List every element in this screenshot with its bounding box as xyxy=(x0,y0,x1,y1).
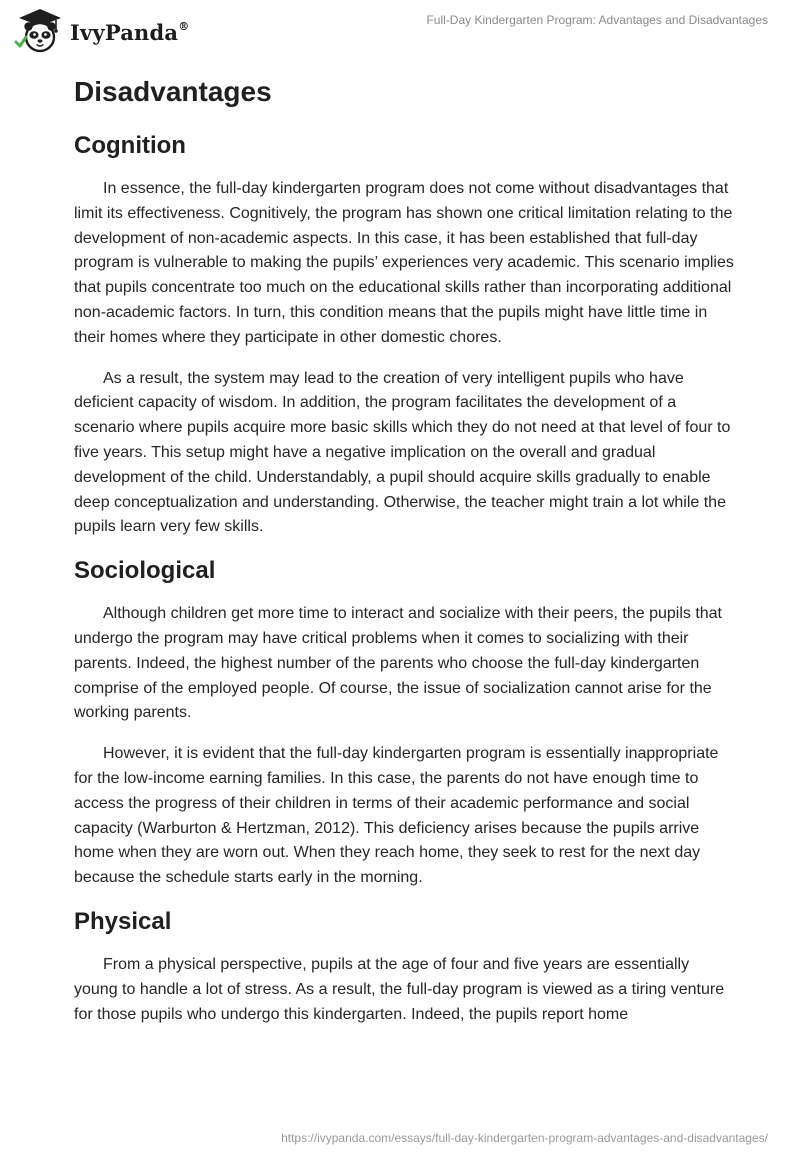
section-heading-physical: Physical xyxy=(74,907,172,935)
paragraph: Although children get more time to interact and socialize with their peers, the pupils that undergo the program may have critical problems when it comes to socializing with their parents. Indeed, the highest number of the parents who choose the full-day kindergarten comprise of the employed people. Of course, the issue of socialization cannot arise for the working parents. xyxy=(74,605,722,722)
document-title: Full-Day Kindergarten Program: Advantages and Disadvantages xyxy=(426,13,768,27)
paragraph: From a physical perspective, pupils at the age of four and five years are essentially young to handle a lot of stress. As a result, the full-day program is viewed as a tiring venture for those pupils who undergo this kindergarten. Indeed, the pupils report home xyxy=(74,955,725,1023)
paragraph: As a result, the system may lead to the creation of very intelligent pupils who have deficient capacity of wisdom. In addition, the program facilitates the development of a scenario where pupils acquire more basic skills which they do not need at that level of four to five years. This setup might have a negative implication on the overall and gradual development of the child. Understandably, a pupil should acquire skills gradually to enable deep conceptualization and understanding. Otherwise, the teacher might train a lot while the pupils learn very few skills. xyxy=(74,369,731,536)
page-header xyxy=(0,0,800,60)
section-heading-cognition: Cognition xyxy=(74,132,186,159)
paragraph: In essence, the full-day kindergarten program does not come without disadvantages that limit its effectiveness. Cognitively, the program has shown one critical limitation relating to the development of non-academic aspects. In this case, it has been established that full-day program is vulnerable to making the pupils’ experiences very academic. This scenario implies that pupils concentrate too much on the educational skills rather than incorporating additional non-academic factors. In turn, this condition means that the pupils might have little time in their homes where they participate in other domestic chores. xyxy=(74,180,734,346)
article-body xyxy=(74,72,734,1027)
brand-logo[interactable] xyxy=(14,6,189,54)
paragraph: However, it is evident that the full-day kindergarten program is essentially inappropriate for the low-income earning families. In this case, the parents do not have enough time to access the progress of their children in terms of their academic performance and social capacity (Warburton & Hertzman, 2012). This deficiency arises because the pupils arrive home when they are worn out. When they reach home, they seek to rest for the next day because the schedule starts early in the morning. xyxy=(74,745,719,887)
source-url[interactable]: https://ivypanda.com/essays/full-day-kindergarten-program-advantages-and-disadvantages/ xyxy=(281,1131,768,1145)
brand-name: IvyPanda® xyxy=(70,19,190,45)
panda-graduate-logo-icon xyxy=(14,6,66,54)
section-heading-sociological: Sociological xyxy=(74,557,216,585)
page-title: Disadvantages xyxy=(74,76,272,107)
